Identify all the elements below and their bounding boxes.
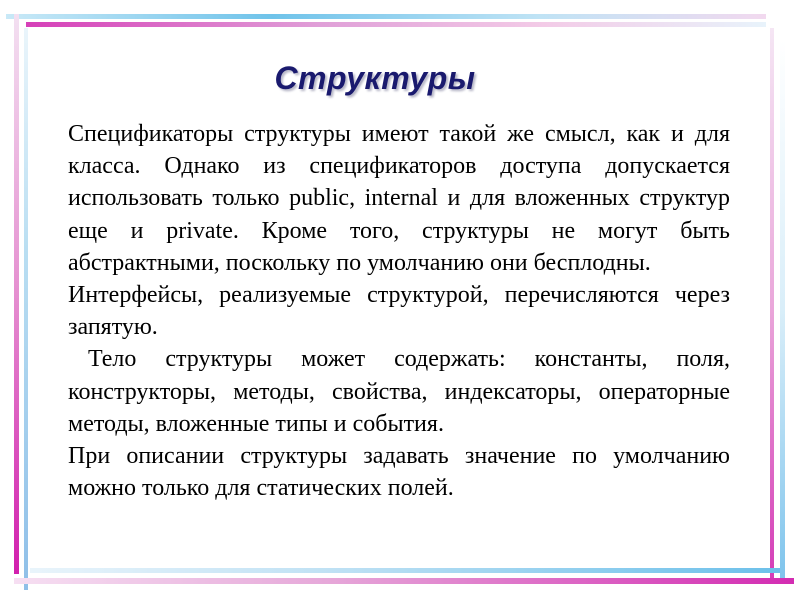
slide-body xyxy=(68,118,730,504)
frame-top-line-blue xyxy=(6,14,766,19)
paragraph-interfaces: Интерфейсы, реализуемые структурой, перечисляются через запятую. xyxy=(68,282,730,341)
frame-top-line-pink xyxy=(26,22,766,27)
slide-title: Структуры xyxy=(274,60,476,96)
frame-right-line-blue xyxy=(780,40,785,580)
paragraph-default-values: При описании структуры задавать значение по умолчанию можно только для статических полей. xyxy=(68,443,730,502)
frame-right-line-pink xyxy=(770,28,774,584)
frame-left-line-blue xyxy=(24,28,28,590)
paragraph-specifiers: Спецификаторы структуры имеют такой же смысл, как и для класса. Однако из спецификаторов доступа допускается использовать только public, internal и для вложенных структур еще и private. Кроме того, структуры не могут быть абстрактными, поскольку по умолчанию они бесплодны. xyxy=(68,121,730,276)
frame-bottom-line-pink xyxy=(14,578,794,584)
paragraph-struct-body: Тело структуры может содержать: константы, поля, конструкторы, методы, свойства, индексаторы, операторные методы, вложенные типы и события. xyxy=(68,346,730,437)
frame-bottom-line-blue xyxy=(30,568,780,573)
frame-left-line-pink xyxy=(14,14,19,574)
